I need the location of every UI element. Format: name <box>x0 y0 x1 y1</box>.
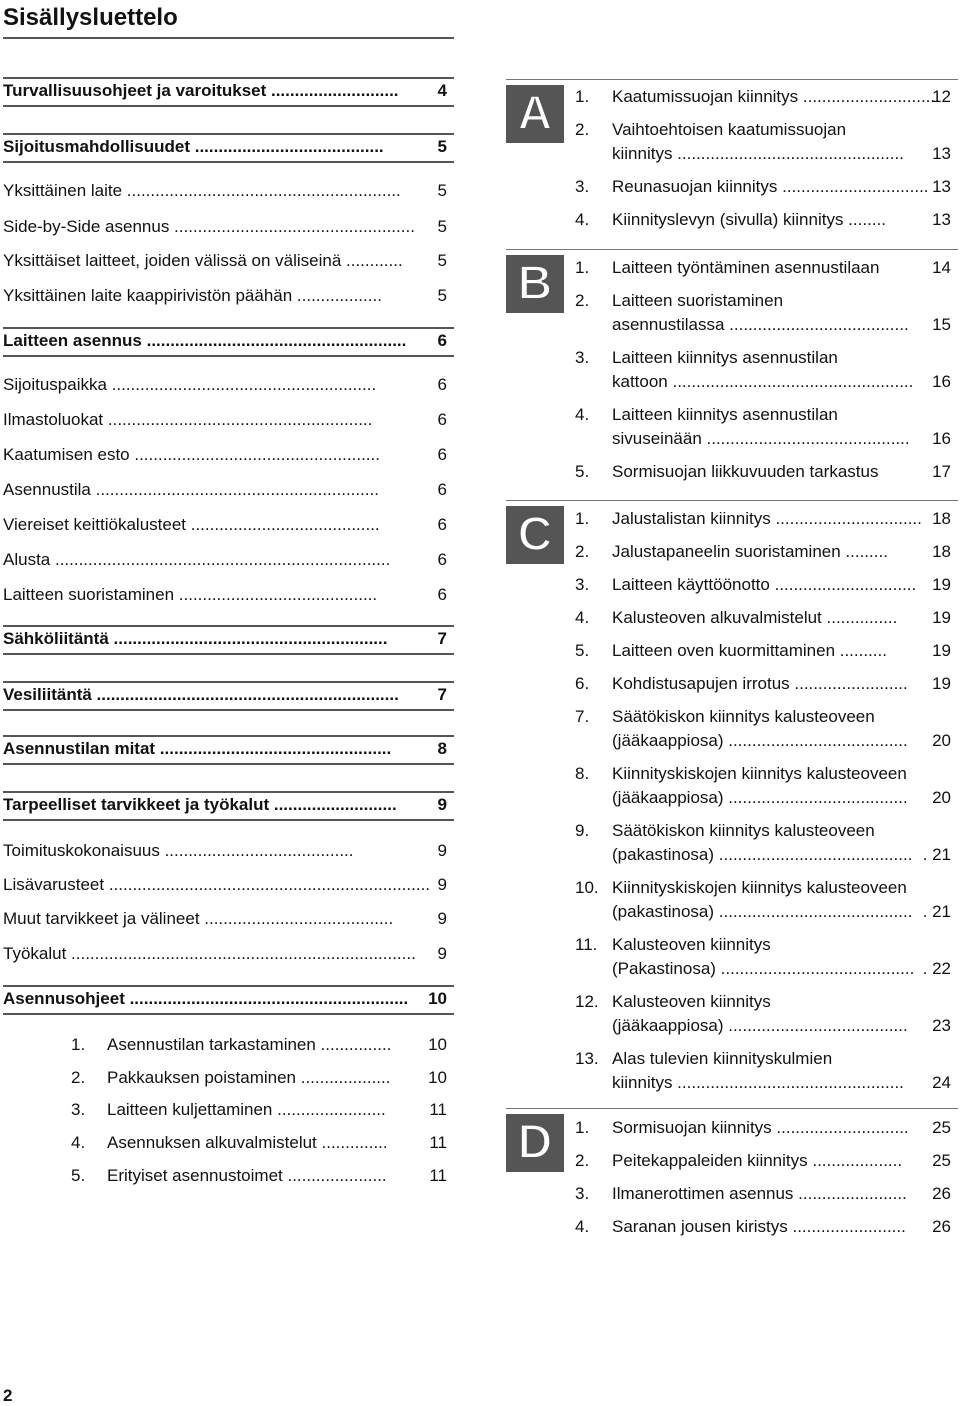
toc-entry-title: Side-by-Side asennus ................................................... <box>3 217 415 236</box>
toc-entry-number: 4. <box>575 405 590 424</box>
toc-entry-title: asennustilassa ...................................... <box>612 315 909 334</box>
section-rule-bottom <box>3 105 454 107</box>
toc-entry-title: Laitteen työntäminen asennustilaan <box>612 258 880 277</box>
toc-entry-title: Sijoitusmahdollisuudet ........................................ <box>3 137 384 156</box>
toc-entry-page: 24 <box>932 1073 951 1092</box>
section-rule-bottom <box>3 161 454 163</box>
toc-entry[interactable] <box>575 118 951 166</box>
toc-entry[interactable] <box>575 672 951 696</box>
toc-entry-number: 5. <box>575 462 590 481</box>
toc-entry-page: 25 <box>932 1151 951 1170</box>
page-title: Sisällysluettelo <box>3 4 178 31</box>
section-rule-top <box>3 327 454 329</box>
toc-entry-page: 26 <box>932 1217 951 1236</box>
toc-entry-number: 5. <box>575 641 590 660</box>
toc-entry-title: Sormisuojan kiinnitys ............................ <box>612 1118 909 1137</box>
title-rule <box>3 37 454 39</box>
toc-entry-title: Laitteen asennus ....................................................... <box>3 331 407 350</box>
section-d-icon <box>506 1114 564 1172</box>
toc-entry-page: 5 <box>437 181 447 200</box>
toc-entry-title: Asennustilan tarkastaminen ............... <box>107 1035 392 1054</box>
toc-entry-title: Laitteen oven kuormittaminen .......... <box>612 641 887 660</box>
toc-entry-number: 2. <box>575 542 590 561</box>
toc-entry-number: 4. <box>575 1217 590 1236</box>
toc-entry[interactable] <box>575 1047 951 1095</box>
toc-entry-title: Kalusteoven kiinnitys <box>612 992 771 1011</box>
toc-entry-title: Alusta ....................................................................... <box>3 550 391 569</box>
toc-entry-title: Ilmanerottimen asennus ....................... <box>612 1184 907 1203</box>
toc-entry-title: Turvallisuusohjeet ja varoitukset ........................... <box>3 81 399 100</box>
section-rule-top <box>3 133 454 135</box>
toc-entry[interactable] <box>575 460 951 484</box>
toc-entry-page: 16 <box>932 372 951 391</box>
toc-entry[interactable] <box>575 573 951 597</box>
toc-entry-title: Laitteen kiinnitys asennustilan <box>612 405 838 424</box>
toc-entry-number: 2. <box>71 1068 86 1087</box>
toc-entry-page: 9 <box>437 795 447 814</box>
toc-entry-page: 10 <box>428 989 447 1008</box>
toc-entry-number: 1. <box>575 509 590 528</box>
toc-entry-page: 19 <box>932 608 951 627</box>
toc-entry-title: Kalusteoven alkuvalmistelut ............... <box>612 608 898 627</box>
toc-entry-page: 5 <box>437 217 447 236</box>
toc-entry-number: 6. <box>575 674 590 693</box>
toc-entry-page: 10 <box>428 1035 447 1054</box>
section-c-icon <box>506 506 564 564</box>
toc-entry-title: Laitteen suoristaminen <box>612 291 784 310</box>
toc-entry-page: 6 <box>437 375 447 394</box>
section-rule-top <box>3 791 454 793</box>
section-rule-top <box>3 625 454 627</box>
toc-entry-page: 9 <box>437 909 447 928</box>
section-rule-top <box>3 735 454 737</box>
toc-entry-page: 9 <box>437 841 447 860</box>
toc-entry-title: sivuseinään ........................................... <box>612 429 910 448</box>
toc-entry-number: 1. <box>575 1118 590 1137</box>
toc-entry-number: 13. <box>575 1049 599 1068</box>
toc-entry-number: 3. <box>575 575 590 594</box>
toc-entry-page: 13 <box>932 177 951 196</box>
toc-entry[interactable] <box>575 346 951 394</box>
toc-entry[interactable] <box>575 1116 951 1140</box>
section-rule-bottom <box>3 653 454 655</box>
toc-entry-page: 6 <box>437 480 447 499</box>
toc-entry-page: 20 <box>932 731 951 750</box>
toc-entry-page: 16 <box>932 429 951 448</box>
section-letter: B <box>517 257 553 310</box>
section-rule-top <box>506 79 958 80</box>
toc-entry-title: Erityiset asennustoimet ..................... <box>107 1166 387 1185</box>
toc-entry-title: Asennustila ............................................................ <box>3 480 380 499</box>
toc-entry-title: (jääkaappiosa) ...................................... <box>612 731 908 750</box>
toc-entry-page: 8 <box>437 739 447 758</box>
toc-entry-page: 5 <box>437 251 447 270</box>
toc-entry-title: Jalustalistan kiinnitys ............................... <box>612 509 922 528</box>
toc-entry-title: Kaatumissuojan kiinnitys ............................ <box>612 87 936 106</box>
toc-entry-page: 9 <box>437 875 447 894</box>
toc-entry-page: 18 <box>932 509 951 528</box>
toc-entry-page: 18 <box>932 542 951 561</box>
toc-entry-page: 11 <box>429 1166 447 1185</box>
section-rule-top <box>3 77 454 79</box>
section-rule-top <box>3 681 454 683</box>
toc-entry-page: . 21 <box>922 845 951 864</box>
toc-entry-number: 4. <box>575 210 590 229</box>
toc-entry-title: Laitteen kiinnitys asennustilan <box>612 348 838 367</box>
page-number: 2 <box>3 1386 13 1405</box>
toc-entry-page: 5 <box>437 286 447 305</box>
toc-entry-title: Jalustapaneelin suoristaminen ......... <box>612 542 888 561</box>
toc-entry[interactable] <box>575 289 951 337</box>
toc-entry[interactable] <box>575 403 951 451</box>
toc-entry-number: 4. <box>575 608 590 627</box>
toc-entry-title: Reunasuojan kiinnitys ............................... <box>612 177 929 196</box>
toc-entry-page: 6 <box>437 585 447 604</box>
toc-entry-title: Asennustilan mitat ................................................. <box>3 739 392 758</box>
toc-entry-title: Tarpeelliset tarvikkeet ja työkalut .......................... <box>3 795 397 814</box>
toc-entry-title: Vesiliitäntä ................................................................ <box>3 685 399 704</box>
toc-entry-number: 3. <box>575 1184 590 1203</box>
toc-entry-page: 25 <box>932 1118 951 1137</box>
toc-entry-number: 3. <box>575 348 590 367</box>
toc-entry-page: 6 <box>437 410 447 429</box>
toc-entry-number: 11. <box>575 935 598 954</box>
toc-entry-page: 6 <box>437 515 447 534</box>
toc-entry-title: Peitekappaleiden kiinnitys ................... <box>612 1151 903 1170</box>
toc-entry-page: 15 <box>932 315 951 334</box>
toc-entry-page: 11 <box>429 1133 447 1152</box>
toc-entry-number: 5. <box>71 1166 86 1185</box>
toc-entry-page: 19 <box>932 641 951 660</box>
toc-entry-title: Kaatumisen esto .................................................... <box>3 445 380 464</box>
toc-entry-title: (pakastinosa) ......................................... <box>612 845 913 864</box>
toc-entry-number: 3. <box>71 1100 86 1119</box>
toc-entry-number: 3. <box>575 177 590 196</box>
toc-entry-number: 7. <box>575 707 590 726</box>
toc-entry-title: Kiinnityskiskojen kiinnitys kalusteoveen <box>612 764 907 783</box>
toc-entry-page: 7 <box>437 685 447 704</box>
toc-entry-title: Muut tarvikkeet ja välineet ........................................ <box>3 909 394 928</box>
section-rule-bottom <box>3 819 454 821</box>
toc-entry-number: 4. <box>71 1133 86 1152</box>
toc-entry-title: Sormisuojan liikkuvuuden tarkastus <box>612 462 879 481</box>
toc-entry-title: Yksittäiset laitteet, joiden välissä on väliseinä ............ <box>3 251 403 270</box>
toc-entry[interactable] <box>575 1215 951 1239</box>
toc-entry-title: Työkalut ......................................................................... <box>3 944 416 963</box>
section-b-icon <box>506 255 564 313</box>
toc-entry-page: 13 <box>932 144 951 163</box>
toc-entry-number: 2. <box>575 291 590 310</box>
toc-entry-title: Toimituskokonaisuus ........................................ <box>3 841 354 860</box>
toc-entry-title: Viereiset keittiökalusteet ........................................ <box>3 515 380 534</box>
toc-entry-number: 12. <box>575 992 599 1011</box>
section-rule-top <box>3 985 454 987</box>
toc-entry-title: Ilmastoluokat ........................................................ <box>3 410 373 429</box>
toc-entry[interactable] <box>575 819 951 867</box>
toc-entry-number: 8. <box>575 764 590 783</box>
toc-entry-page: 6 <box>437 331 447 350</box>
toc-entry-title: Vaihtoehtoisen kaatumissuojan <box>612 120 847 139</box>
toc-entry-title: (Pakastinosa) ......................................... <box>612 959 915 978</box>
toc-entry[interactable] <box>575 876 951 924</box>
toc-entry-number: 2. <box>575 120 590 139</box>
toc-entry-page: 14 <box>932 258 951 277</box>
section-a-icon <box>506 85 564 143</box>
toc-entry-page: 11 <box>429 1100 447 1119</box>
toc-entry-page: 6 <box>437 445 447 464</box>
toc-entry-page: 12 <box>932 87 951 106</box>
toc-entry-page: 9 <box>437 944 447 963</box>
toc-entry-page: 10 <box>428 1068 447 1087</box>
toc-entry-page: 17 <box>932 462 951 481</box>
toc-entry-title: (jääkaappiosa) ...................................... <box>612 1016 908 1035</box>
toc-entry-page: . 22 <box>922 959 951 978</box>
toc-entry-number: 10. <box>575 878 599 897</box>
toc-entry-title: (jääkaappiosa) ...................................... <box>612 788 908 807</box>
toc-entry-number: 1. <box>575 87 590 106</box>
toc-entry-page: 19 <box>932 575 951 594</box>
toc-entry-title: Alas tulevien kiinnityskulmien <box>612 1049 833 1068</box>
toc-entry[interactable] <box>575 606 951 630</box>
toc-entry[interactable] <box>575 208 951 232</box>
toc-entry[interactable] <box>575 762 951 810</box>
toc-entry-title: Sähköliitäntä .......................................................... <box>3 629 388 648</box>
toc-entry-title: Pakkauksen poistaminen ................... <box>107 1068 391 1087</box>
toc-entry[interactable] <box>575 705 951 753</box>
section-letter: D <box>517 1116 553 1169</box>
toc-entry-title: kiinnitys ................................................ <box>612 144 904 163</box>
toc-entry-number: 1. <box>71 1035 86 1054</box>
section-rule-bottom <box>3 1013 454 1015</box>
toc-entry-title: Sijoituspaikka ........................................................ <box>3 375 377 394</box>
section-rule-top <box>506 500 958 501</box>
toc-entry-number: 9. <box>575 821 590 840</box>
toc-entry-title: Kohdistusapujen irrotus ........................ <box>612 674 908 693</box>
toc-entry-title: Lisävarusteet .................................................................... <box>3 875 431 894</box>
toc-entry-page: 5 <box>437 137 447 156</box>
section-letter: A <box>517 87 553 140</box>
toc-entry-title: Asennusohjeet ........................................................... <box>3 989 409 1008</box>
toc-entry-title: Yksittäinen laite kaappirivistön päähän .................. <box>3 286 382 305</box>
toc-entry-title: Laitteen käyttöönotto .............................. <box>612 575 917 594</box>
toc-entry-title: Laitteen kuljettaminen ....................... <box>107 1100 386 1119</box>
section-letter: C <box>517 508 553 561</box>
toc-entry[interactable] <box>575 1149 951 1173</box>
toc-entry[interactable] <box>575 175 951 199</box>
toc-entry-title: Säätökiskon kiinnitys kalusteoveen <box>612 821 875 840</box>
toc-entry-page: 26 <box>932 1184 951 1203</box>
section-rule-top <box>506 249 958 250</box>
toc-entry-number: 1. <box>575 258 590 277</box>
section-rule-top <box>506 1108 958 1109</box>
toc-entry-title: Asennuksen alkuvalmistelut .............. <box>107 1133 388 1152</box>
toc-entry-page: 19 <box>932 674 951 693</box>
toc-entry-title: kattoon ................................................... <box>612 372 914 391</box>
section-rule-bottom <box>3 709 454 711</box>
toc-entry-title: Yksittäinen laite .......................................................... <box>3 181 401 200</box>
toc-entry-title: Kiinnityskiskojen kiinnitys kalusteoveen <box>612 878 907 897</box>
toc-entry[interactable] <box>575 256 951 280</box>
toc-entry-page: 6 <box>437 550 447 569</box>
section-rule-bottom <box>3 355 454 357</box>
toc-entry-title: Saranan jousen kiristys ........................ <box>612 1217 906 1236</box>
toc-entry[interactable] <box>575 85 951 109</box>
toc-entry[interactable] <box>575 990 951 1038</box>
toc-entry-number: 2. <box>575 1151 590 1170</box>
toc-entry-title: kiinnitys ................................................ <box>612 1073 904 1092</box>
toc-entry-page: 4 <box>437 81 447 100</box>
toc-entry-page: 7 <box>437 629 447 648</box>
toc-entry-title: Kalusteoven kiinnitys <box>612 935 771 954</box>
toc-entry[interactable] <box>575 1182 951 1206</box>
toc-entry-title: Säätökiskon kiinnitys kalusteoveen <box>612 707 875 726</box>
toc-entry-page: 23 <box>932 1016 951 1035</box>
section-rule-bottom <box>3 763 454 765</box>
toc-entry[interactable] <box>575 507 951 531</box>
toc-entry-page: 20 <box>932 788 951 807</box>
toc-entry-title: Kiinnityslevyn (sivulla) kiinnitys ........ <box>612 210 886 229</box>
toc-entry-title: Laitteen suoristaminen .......................................... <box>3 585 378 604</box>
toc-entry[interactable] <box>575 639 951 663</box>
toc-entry[interactable] <box>575 933 951 981</box>
toc-entry-title: (pakastinosa) ......................................... <box>612 902 913 921</box>
toc-entry[interactable] <box>575 540 951 564</box>
toc-entry-page: . 21 <box>922 902 951 921</box>
toc-entry-page: 13 <box>932 210 951 229</box>
